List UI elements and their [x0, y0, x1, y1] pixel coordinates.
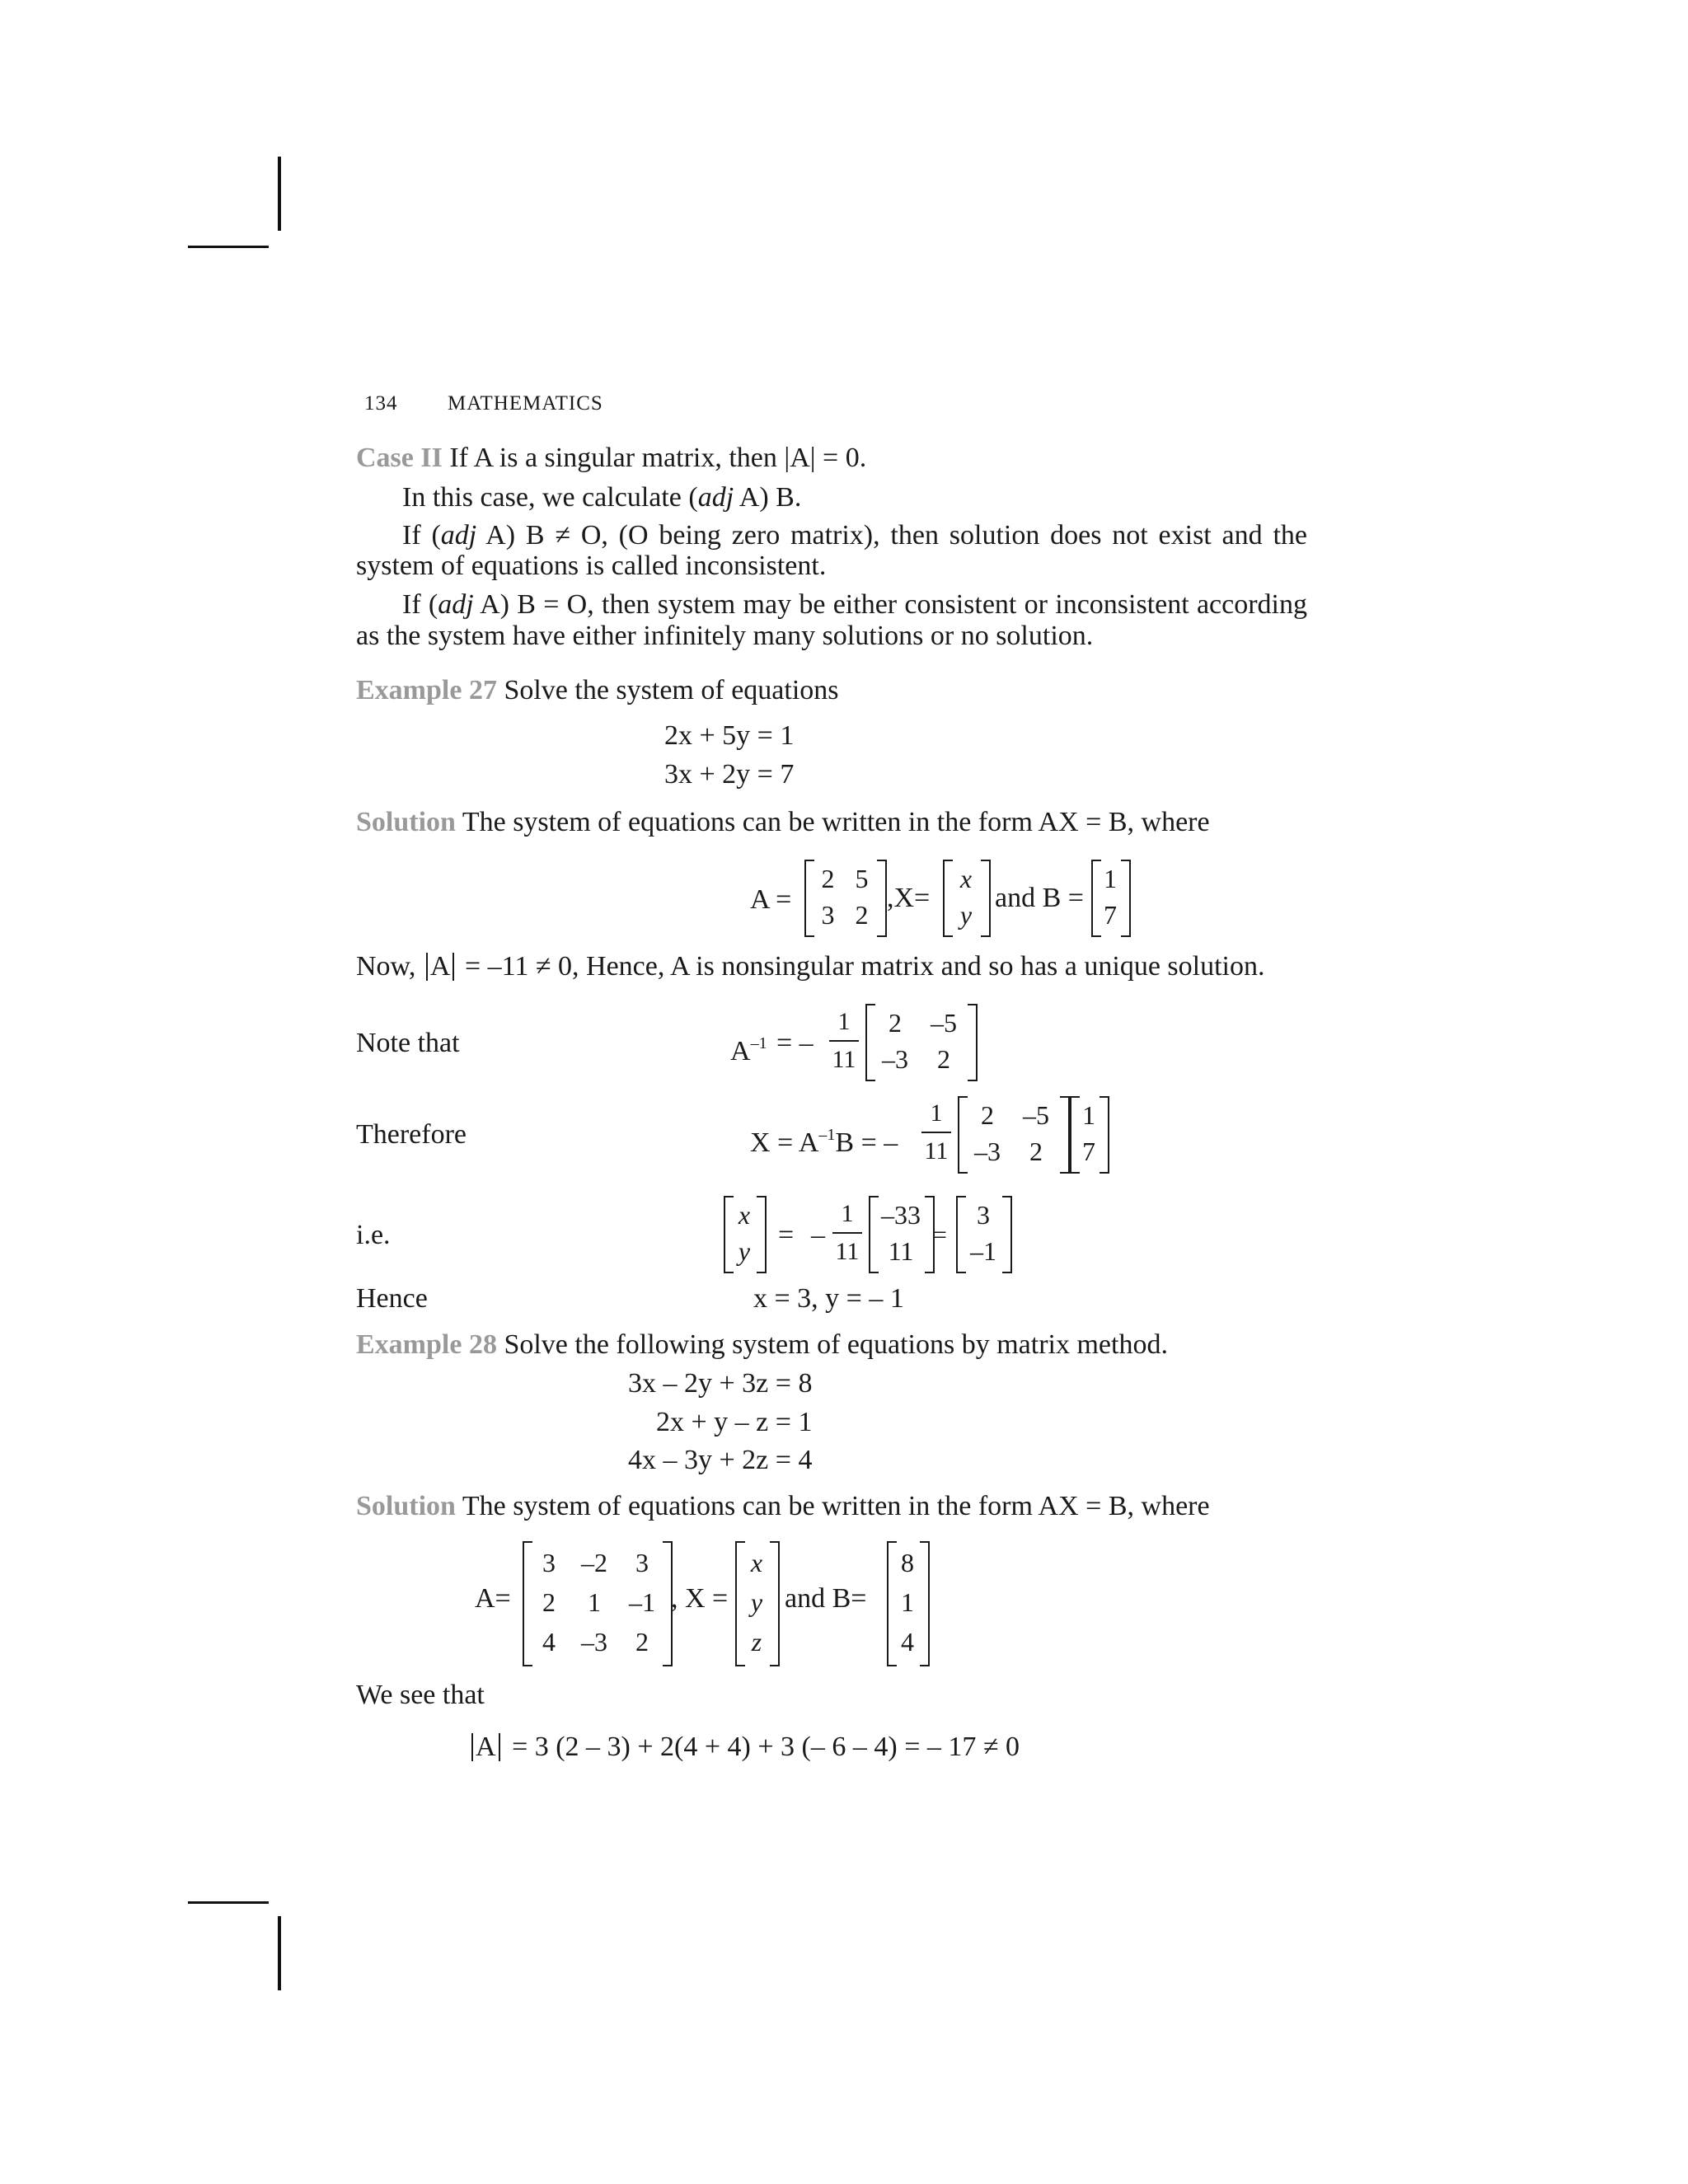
example28-matrix-X: x y z — [750, 1548, 763, 1657]
example27-B-bracket-right — [1121, 860, 1131, 937]
example27-ainv-frac-den: 11 — [832, 1046, 856, 1073]
example27-ie-minus: – — [811, 1220, 825, 1250]
example27-solution: Solution The system of equations can be written in the form AX = B, where — [356, 807, 1210, 837]
example27-x-adj-bracket-right — [1060, 1096, 1070, 1174]
example28-matrix-B: 8 1 4 — [901, 1548, 914, 1657]
example28-A-equals: A= — [475, 1583, 511, 1614]
example27-X-equals: ,X= — [887, 883, 931, 913]
example27-X-bracket-right — [981, 860, 991, 937]
example28-eq3: 4x – 3y + 2z = 4 — [628, 1445, 813, 1475]
example27-hence-result: x = 3, y = – 1 — [753, 1283, 904, 1314]
example27-eq1: 2x + 5y = 1 — [664, 720, 795, 751]
example27-x-frac-den: 11 — [924, 1137, 949, 1165]
example27-solution-label: Solution — [356, 807, 456, 837]
example27-ainv-frac-num: 1 — [837, 1008, 851, 1035]
crop-mark-top-horizontal — [188, 246, 269, 248]
example27-x-B-matrix: 1 7 — [1082, 1100, 1095, 1166]
example27-A-bracket-right — [877, 860, 887, 937]
example27-therefore-label: Therefore — [356, 1119, 467, 1150]
example28-eq1: 3x – 2y + 3z = 8 — [628, 1368, 813, 1399]
example27-result-bracket-right — [1002, 1196, 1012, 1273]
example27-ainv-eq: = – — [776, 1028, 814, 1058]
example28-solution: Solution The system of equations can be written in the form AX = B, where — [356, 1491, 1210, 1521]
example27-ie-frac-den: 11 — [835, 1238, 860, 1265]
example27-x-adj-matrix: 2 –5 –3 2 — [974, 1100, 1049, 1166]
page-number: 134 — [364, 392, 398, 415]
example27-note-label: Note that — [356, 1028, 460, 1058]
example27-A-equals: A = — [750, 884, 792, 915]
example27-ie-frac-line — [832, 1232, 862, 1234]
example27-x-frac-num: 1 — [930, 1099, 943, 1127]
example27-adj-matrix: 2 –5 –3 2 — [882, 1008, 957, 1074]
example27-adj-bracket-right — [968, 1004, 978, 1081]
example28-B-bracket-right — [920, 1541, 930, 1666]
example27-x-B-bracket-right — [1100, 1096, 1109, 1174]
example28-X-bracket-right — [770, 1541, 780, 1666]
example28-determinant: A = 3 (2 – 3) + 2(4 + 4) + 3 (– 6 – 4) = – 17 ≠ 0 — [471, 1731, 1020, 1764]
example27-hence-label: Hence — [356, 1283, 428, 1314]
crop-mark-bottom-horizontal — [188, 1901, 269, 1904]
example28-X-equals: , X = — [671, 1583, 729, 1614]
crop-mark-bottom-vertical — [278, 1916, 281, 1990]
crop-mark-top-vertical — [278, 157, 281, 231]
example27-now-line: Now, A = –11 ≠ 0, Hence, A is nonsingular matrix and so has a unique solution. — [356, 951, 1265, 982]
example27-ie-label: i.e. — [356, 1220, 391, 1250]
example28-matrix-A: 3 –2 3 2 1 –1 4 –3 2 — [542, 1548, 655, 1657]
example28-eq2: 2x + y – z = 1 — [656, 1407, 813, 1437]
example27-ie-vec: –33 11 — [881, 1200, 921, 1266]
example27-ie-frac-num: 1 — [841, 1200, 854, 1227]
example27-ainv: $A^{-1}$ — [730, 1034, 767, 1066]
example27-result-vec: 3 –1 — [970, 1200, 996, 1266]
case2-label: Case II — [356, 443, 443, 473]
example27-matrix-X: x y — [959, 864, 973, 930]
example28-B-equals: and B= — [785, 1583, 867, 1614]
case2-para2-line1: If (adj A) B = O, then system may be either consistent or inconsistent according — [402, 589, 1307, 620]
example27-x-equals: $X = A^{-1}B$ = – — [750, 1126, 898, 1158]
example27-label: Example 27 — [356, 675, 497, 705]
example27-heading: Example 27 Solve the system of equations — [356, 675, 839, 705]
example27-eq2: 3x + 2y = 7 — [664, 759, 795, 790]
example28-label: Example 28 — [356, 1329, 497, 1360]
case2-para2-line2: as the system have either infinitely many solutions or no solution. — [356, 621, 1094, 651]
example27-ie-xy-bracket-right — [757, 1196, 767, 1273]
example27-matrix-A: 2 5 3 2 — [821, 864, 869, 930]
running-head: MATHEMATICS — [448, 392, 603, 415]
example27-B-equals: and B = — [995, 883, 1084, 913]
example28-see-text: We see that — [356, 1680, 485, 1710]
example27-x-frac-line — [921, 1132, 951, 1133]
example28-heading: Example 28 Solve the following system of equations by matrix method. — [356, 1329, 1168, 1360]
example28-solution-label: Solution — [356, 1491, 456, 1521]
example27-matrix-B: 1 7 — [1104, 864, 1117, 930]
example27-ie-equals: = — [778, 1220, 795, 1250]
case2-para1-line2: system of equations is called inconsistent. — [356, 551, 827, 581]
example27-ie-xy: x y — [738, 1200, 751, 1266]
example27-ainv-frac-line — [829, 1040, 859, 1042]
case2-line1: Case II If A is a singular matrix, then |A| = 0. — [356, 443, 867, 473]
example27-ie-equals2: = — [933, 1221, 947, 1249]
case2-para1-line1: If (adj A) B ≠ O, (O being zero matrix), then solution does not exist and the — [402, 520, 1307, 551]
case2-line2: In this case, we calculate (adj A) B. — [402, 482, 802, 513]
